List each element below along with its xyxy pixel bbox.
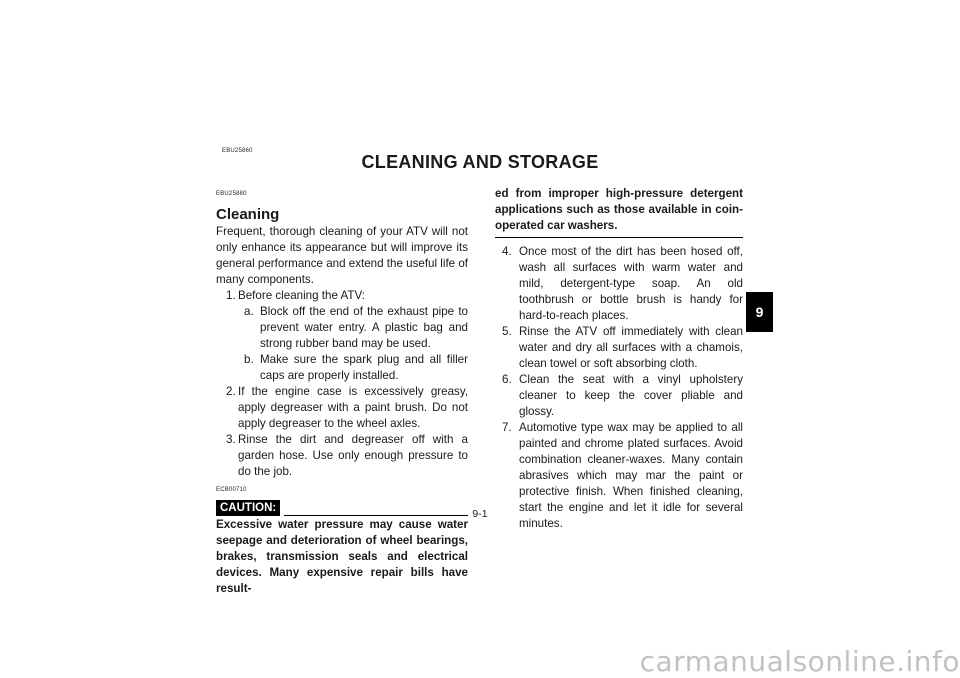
list-item [238, 352, 468, 384]
list-item [495, 372, 743, 420]
list-item [216, 288, 468, 384]
caution-label: CAUTION: [216, 500, 280, 516]
step-text: Automotive type wax may be applied to all painted and chrome plated surfaces. Avoid combination cleaner-waxes. Many contain abrasives which may mar the paint or protective finish. When finished cleaning, start the engine and let it idle for several minutes. [519, 421, 743, 530]
sub-step-letter: a. [244, 305, 254, 318]
step-text: Rinse the dirt and degreaser off with a garden hose. Use only enough pressure to do the job. [238, 433, 468, 478]
step-number: 4. [502, 245, 512, 258]
step-text: Clean the seat with a vinyl upholstery cleaner to keep the cover pliable and glossy. [519, 373, 743, 418]
step-number: 1. [226, 289, 236, 302]
sub-step-text: Block off the end of the exhaust pipe to prevent water entry. A plastic bag and strong rubber band may be used. [260, 305, 468, 350]
step-text: If the engine case is excessively greasy, apply degreaser with a paint brush. Do not apply degreaser to the wheel axles. [238, 385, 468, 430]
step-number: 2. [226, 385, 236, 398]
sub-steps-list [238, 304, 468, 384]
section-code: EBU25880 [216, 191, 247, 197]
list-item [238, 304, 468, 352]
caution-text: Excessive water pressure may cause water seepage and deterioration of wheel bearings, brakes, transmission seals and electrical devices. Many expensive repair bills have result- [216, 518, 468, 595]
step-number: 6. [502, 373, 512, 386]
step-number: 3. [226, 433, 236, 446]
header-code: EBU25860 [222, 148, 253, 154]
caution-code: ECB00710 [216, 487, 247, 493]
steps-list-left [216, 288, 468, 480]
left-column [216, 186, 468, 597]
step-number: 7. [502, 421, 512, 434]
list-item [495, 244, 743, 324]
page-number: 9-1 [472, 508, 488, 520]
step-text: Before cleaning the ATV: [238, 289, 365, 302]
step-text: Rinse the ATV off immediately with clean water and dry all surfaces with a chamois, clean towel or soft absorbing cloth. [519, 325, 743, 370]
step-number: 5. [502, 325, 512, 338]
sub-step-letter: b. [244, 353, 254, 366]
sub-step-text: Make sure the spark plug and all filler caps are properly installed. [260, 353, 468, 382]
list-item [216, 384, 468, 432]
page-title: CLEANING AND STORAGE [361, 152, 599, 172]
list-item [216, 432, 468, 480]
caution-continued-text: ed from improper high-pressure detergent applications such as those available in coin-operated car washers. [495, 187, 743, 232]
step-text: Once most of the dirt has been hosed off, wash all surfaces with warm water and mild, detergent-type soap. An old toothbrush or bottle brush is handy for hard-to-reach places. [519, 245, 743, 322]
section-heading: Cleaning [216, 206, 280, 223]
chapter-tab: 9 [746, 292, 773, 332]
watermark: carmanualsonline.info [639, 645, 960, 678]
list-item [495, 324, 743, 372]
caution-end-rule [495, 237, 743, 238]
right-column [495, 186, 743, 532]
intro-paragraph: Frequent, thorough cleaning of your ATV will not only enhance its appearance but will improve its general performance and extend the useful life of many components. [216, 225, 469, 286]
steps-list-right [495, 244, 743, 532]
